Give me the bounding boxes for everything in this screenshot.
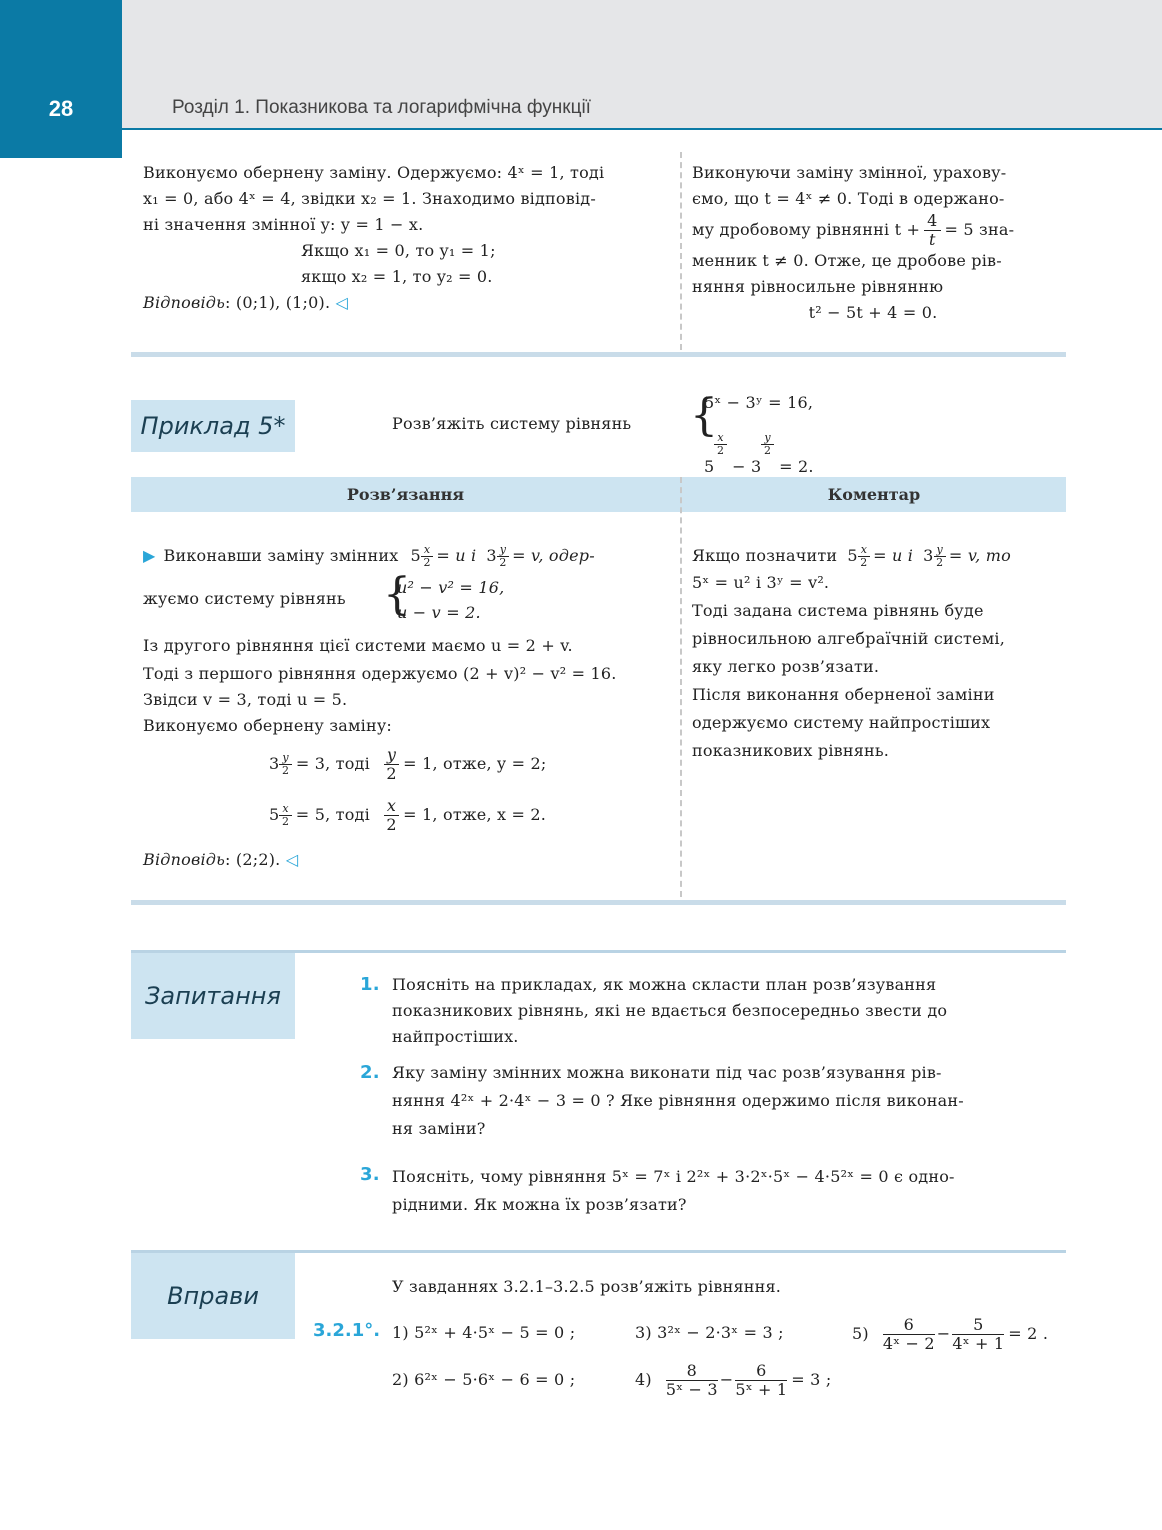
exercise-1: 1) 5²ˣ + 4·5ˣ − 5 = 0 ;	[392, 1323, 576, 1342]
solution-line2: жуємо систему рівнянь { u² − v² = 16, u − v = 2.	[143, 569, 505, 622]
top-left-text	[143, 160, 669, 316]
top-right-line2: ємо, що t = 4ˣ ≠ 0. Тоді в одержано-	[692, 189, 1005, 208]
solution-line5: Звідси v = 3, тоді u = 5.	[143, 690, 348, 709]
end-marker-icon: ◁	[335, 293, 349, 312]
column-divider-top	[680, 152, 682, 350]
question-item: 3. Поясніть, чому рівняння 5ˣ = 7ˣ і 2²ˣ + 3·2ˣ·5ˣ − 4·5²ˣ = 0 є одно- рідними. Як можна їх розв’язати?	[360, 1164, 955, 1214]
column-header-solution: Розв’язання	[346, 485, 465, 504]
exercise-4: 4) $\frac{8}{\text{5ˣ − 3}}$ − $\frac{6}{\text{5ˣ + 1}}$ = 3 ;	[635, 1360, 832, 1399]
solution-line6: Виконуємо обернену заміну:	[143, 716, 393, 735]
chapter-title: Розділ 1. Показникова та логарифмічна функції	[172, 97, 591, 118]
header-rule	[122, 128, 1162, 130]
column-header-comment: Коментар	[827, 485, 921, 504]
question-number: 2.	[360, 1062, 380, 1083]
question-item: 1. Поясніть на прикладах, як можна скласти план розв’язування показникових рівнянь, які не вдається безпосередньо звести до найпростіших.	[360, 974, 948, 1046]
solution-line1: ▶ Виконавши заміну змінних 5 $\frac{x}{2}$ = u і 3 $\frac{y}{2}$ = v, одер-	[143, 543, 595, 569]
block-separator	[131, 352, 1066, 357]
top-right-line3b: = 5 зна-	[944, 220, 1015, 239]
question-number: 3.	[360, 1164, 380, 1185]
system-brace: {	[690, 390, 718, 441]
block-separator	[131, 900, 1066, 905]
exercises-label: Вправи	[131, 1253, 295, 1339]
comment-line3: Тоді задана система рівнянь буде	[692, 601, 984, 620]
comment-column	[692, 525, 1054, 765]
top-left-line1: Виконуємо обернену заміну. Одержуємо: 4ˣ = 1, тоді	[143, 163, 605, 182]
comment-line4: рівносильною алгебраїчній системі,	[692, 629, 1006, 648]
system-line2: 5 $\frac{x}{2}$ − 3 $\frac{y}{2}$ = 2.	[704, 431, 814, 476]
top-right-line4: менник t ≠ 0. Отже, це дробове рів-	[692, 251, 1002, 270]
exercise-number: 3.2.1°.	[313, 1320, 381, 1341]
solution-column	[143, 525, 669, 873]
system-line1: 5ˣ − 3ʸ = 16,	[704, 393, 814, 412]
comment-line8: показникових рівнянь.	[692, 741, 890, 760]
top-right-equation: t² − 5t + 4 = 0.	[808, 303, 938, 322]
example-system	[690, 388, 890, 476]
top-right-line1: Виконуючи заміну змінної, урахову-	[692, 163, 1007, 182]
top-right-line3	[692, 212, 1054, 248]
column-divider-table	[680, 477, 682, 897]
answer-label: Відповідь	[143, 293, 226, 312]
page-number: 28	[48, 96, 74, 121]
solution-answer	[143, 847, 669, 873]
comment-line6: Після виконання оберненої заміни	[692, 685, 995, 704]
top-right-line3a: му дробовому рівнянні t +	[692, 220, 921, 239]
solution-eq2: 5 $\frac{x}{2}$ = 5, тоді $\frac{x}{2}$ = 1, отже, x = 2.	[269, 795, 547, 834]
top-left-case1: Якщо x₁ = 0, то y₁ = 1;	[301, 241, 496, 260]
exercises-intro: У завданнях 3.2.1–3.2.5 розв’яжіть рівняння.	[392, 1277, 782, 1296]
exercise-5: 5) $\frac{6}{\text{4ˣ − 2}}$ − $\frac{5}{\text{4ˣ + 1}}$ = 2 .	[852, 1314, 1049, 1353]
questions-list	[360, 972, 1066, 1218]
top-right-text	[692, 160, 1054, 326]
comment-line7: одержуємо систему найпростіших	[692, 713, 991, 732]
page-number-tab	[0, 0, 122, 158]
top-left-case2: якщо x₂ = 1, то y₂ = 0.	[301, 267, 493, 286]
comment-line1: Якщо позначити 5 $\frac{x}{2}$ = u і 3 $\frac{y}{2}$ = v, то	[692, 543, 1011, 569]
question-number: 1.	[360, 974, 380, 995]
solution-line3: Із другого рівняння цієї системи маємо u = 2 + v.	[143, 636, 573, 655]
top-answer	[143, 290, 669, 316]
top-left-line2: x₁ = 0, або 4ˣ = 4, звідки x₂ = 1. Знаходимо відповід-	[143, 189, 596, 208]
start-marker-icon: ▶	[143, 546, 156, 565]
answer-value: : (0;1), (1;0).	[225, 293, 331, 312]
top-right-line5: няння рівносильне рівнянню	[692, 277, 944, 296]
exercise-3: 3) 3²ˣ − 2·3ˣ = 3 ;	[635, 1323, 784, 1342]
exercise-2: 2) 6²ˣ − 5·6ˣ − 6 = 0 ;	[392, 1370, 576, 1389]
comment-line5: яку легко розв’язати.	[692, 657, 880, 676]
answer-label: Відповідь	[143, 850, 226, 869]
answer-value: : (2;2).	[225, 850, 281, 869]
question-item: 2. Яку заміну змінних можна виконати під час розв’язування рів- няння 4²ˣ + 2·4ˣ − 3 = 0 ? Яке рівняння одержимо після виконан- ня заміни?	[360, 1062, 964, 1138]
example-label: Приклад 5*	[131, 400, 295, 452]
end-marker-icon: ◁	[285, 850, 299, 869]
solution-line4: Тоді з першого рівняння одержуємо (2 + v)² − v² = 16.	[143, 664, 617, 683]
comment-line2: 5ˣ = u² і 3ʸ = v².	[692, 573, 830, 592]
top-left-line3: ні значення змінної y: y = 1 − x.	[143, 215, 424, 234]
questions-label: Запитання	[131, 953, 295, 1039]
solution-eq1: 3 $\frac{y}{2}$ = 3, тоді $\frac{y}{2}$ = 1, отже, y = 2;	[269, 744, 547, 783]
system-brace: {	[383, 569, 412, 620]
fraction-4-over-t: $\frac{4}{t}$	[924, 212, 940, 249]
example-task: Розв’яжіть систему рівнянь	[392, 414, 632, 433]
